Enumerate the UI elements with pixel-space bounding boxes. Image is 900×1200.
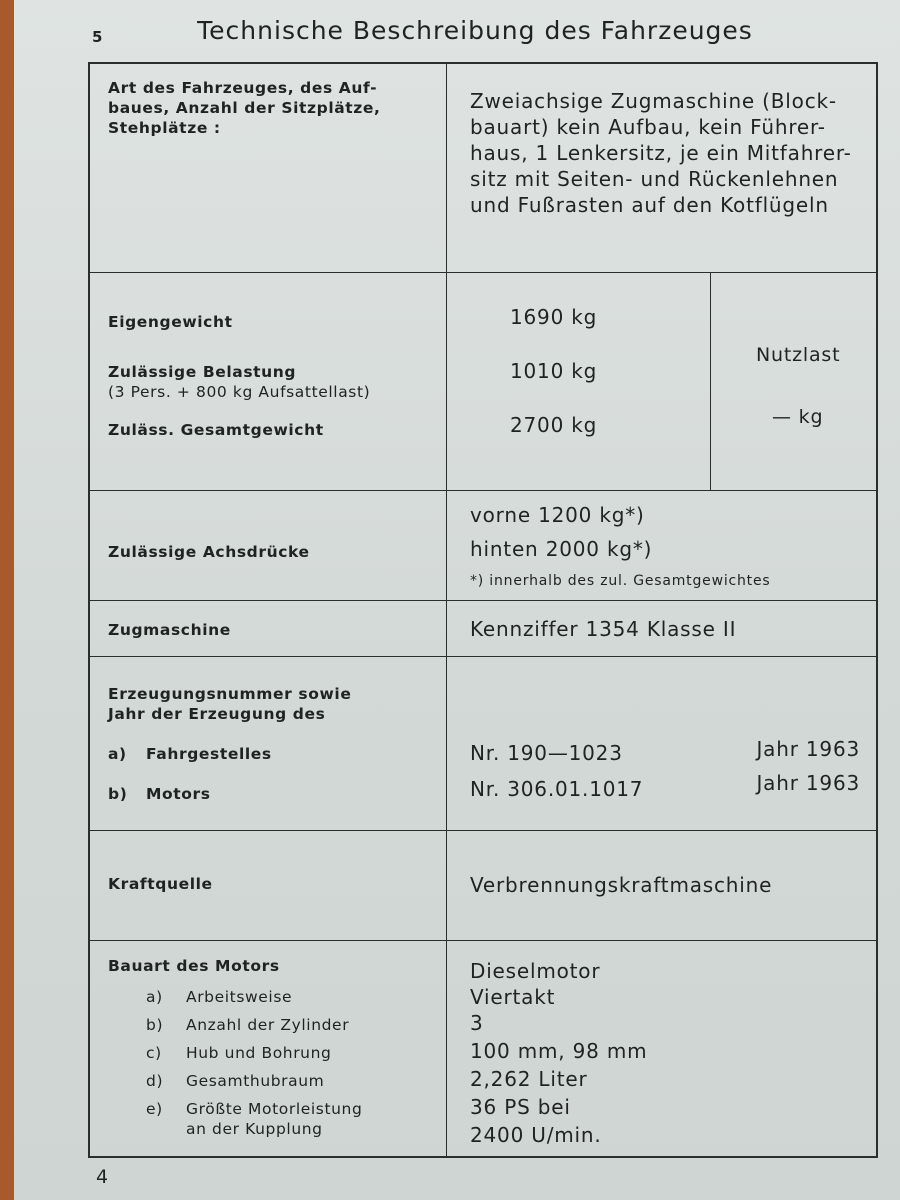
chassis-letter: a): [108, 745, 127, 763]
vehicle-type-label-1: Art des Fahrzeuges, des Auf-: [108, 79, 378, 97]
row-divider: [90, 490, 876, 491]
motor-label: Motors: [146, 785, 211, 803]
total-weight-value: 2700 kg: [510, 413, 598, 437]
engine-item-label: Hub und Bohrung: [186, 1044, 332, 1062]
engine-type-label: Bauart des Motors: [108, 957, 280, 975]
row-divider: [90, 830, 876, 831]
tractor-value: Kennziffer 1354 Klasse II: [470, 617, 737, 641]
chassis-year: Jahr 1963: [756, 737, 860, 761]
load-label: Zulässige Belastung: [108, 363, 297, 381]
vehicle-type-value-3: haus, 1 Lenkersitz, je ein Mitfahrer-: [470, 141, 852, 165]
column-divider: [446, 64, 447, 1156]
axle-rear-value: hinten 2000 kg*): [470, 537, 653, 561]
row-divider: [90, 940, 876, 941]
payload-label: Nutzlast: [756, 344, 841, 366]
power-source-label: Kraftquelle: [108, 875, 213, 893]
load-value: 1010 kg: [510, 359, 598, 383]
engine-item-value: 2,262 Liter: [470, 1067, 588, 1091]
row-divider: [90, 272, 876, 273]
engine-item-label: Größte Motorleistung: [186, 1100, 363, 1118]
page-marker: 5: [92, 28, 103, 46]
chassis-label: Fahrgestelles: [146, 745, 272, 763]
engine-item-letter: a): [146, 988, 163, 1006]
engine-item-value: 100 mm, 98 mm: [470, 1039, 648, 1063]
vehicle-type-value-1: Zweiachsige Zugmaschine (Block-: [470, 89, 837, 113]
motor-year: Jahr 1963: [756, 771, 860, 795]
document-page: [14, 0, 900, 1200]
engine-item-letter: c): [146, 1044, 162, 1062]
page-title: Technische Beschreibung des Fahrzeuges: [197, 16, 753, 45]
engine-type-value: Dieselmotor: [470, 959, 601, 983]
engine-item-label: Anzahl der Zylinder: [186, 1016, 350, 1034]
production-label-1: Erzeugungsnummer sowie: [108, 685, 352, 703]
axle-load-label: Zulässige Achsdrücke: [108, 543, 310, 561]
motor-letter: b): [108, 785, 128, 803]
motor-number: Nr. 306.01.1017: [470, 777, 644, 801]
engine-item-label: Gesamthubraum: [186, 1072, 325, 1090]
own-weight-label: Eigengewicht: [108, 313, 233, 331]
total-weight-label: Zuläss. Gesamtgewicht: [108, 421, 324, 439]
own-weight-value: 1690 kg: [510, 305, 598, 329]
book-spine: [0, 0, 14, 1200]
engine-item-letter: e): [146, 1100, 163, 1118]
power-source-value: Verbrennungskraftmaschine: [470, 873, 773, 897]
axle-footnote: *) innerhalb des zul. Gesamtgewichtes: [470, 573, 771, 589]
engine-item-letter: b): [146, 1016, 164, 1034]
row-divider: [90, 656, 876, 657]
payload-value: — kg: [772, 406, 824, 428]
engine-item-value: 3: [470, 1011, 484, 1035]
engine-item-value: Viertakt: [470, 985, 556, 1009]
load-note: (3 Pers. + 800 kg Aufsattellast): [108, 383, 371, 401]
tractor-label: Zugmaschine: [108, 621, 231, 639]
engine-item-value-continued: 2400 U/min.: [470, 1123, 602, 1147]
axle-front-value: vorne 1200 kg*): [470, 503, 645, 527]
engine-item-label-continued: an der Kupplung: [186, 1120, 323, 1138]
vehicle-type-value-5: und Fußrasten auf den Kotflügeln: [470, 193, 829, 217]
engine-item-letter: d): [146, 1072, 164, 1090]
row-divider: [90, 600, 876, 601]
vehicle-type-label-3: Stehplätze :: [108, 119, 221, 137]
vehicle-type-value-2: bauart) kein Aufbau, kein Führer-: [470, 115, 826, 139]
engine-item-value: 36 PS bei: [470, 1095, 571, 1119]
payload-divider: [710, 272, 711, 490]
spec-table: [88, 62, 878, 1158]
production-label-2: Jahr der Erzeugung des: [108, 705, 326, 723]
vehicle-type-value-4: sitz mit Seiten- und Rückenlehnen: [470, 167, 839, 191]
chassis-number: Nr. 190—1023: [470, 741, 623, 765]
vehicle-type-label-2: baues, Anzahl der Sitzplätze,: [108, 99, 381, 117]
engine-item-label: Arbeitsweise: [186, 988, 293, 1006]
page-number: 4: [96, 1166, 109, 1188]
